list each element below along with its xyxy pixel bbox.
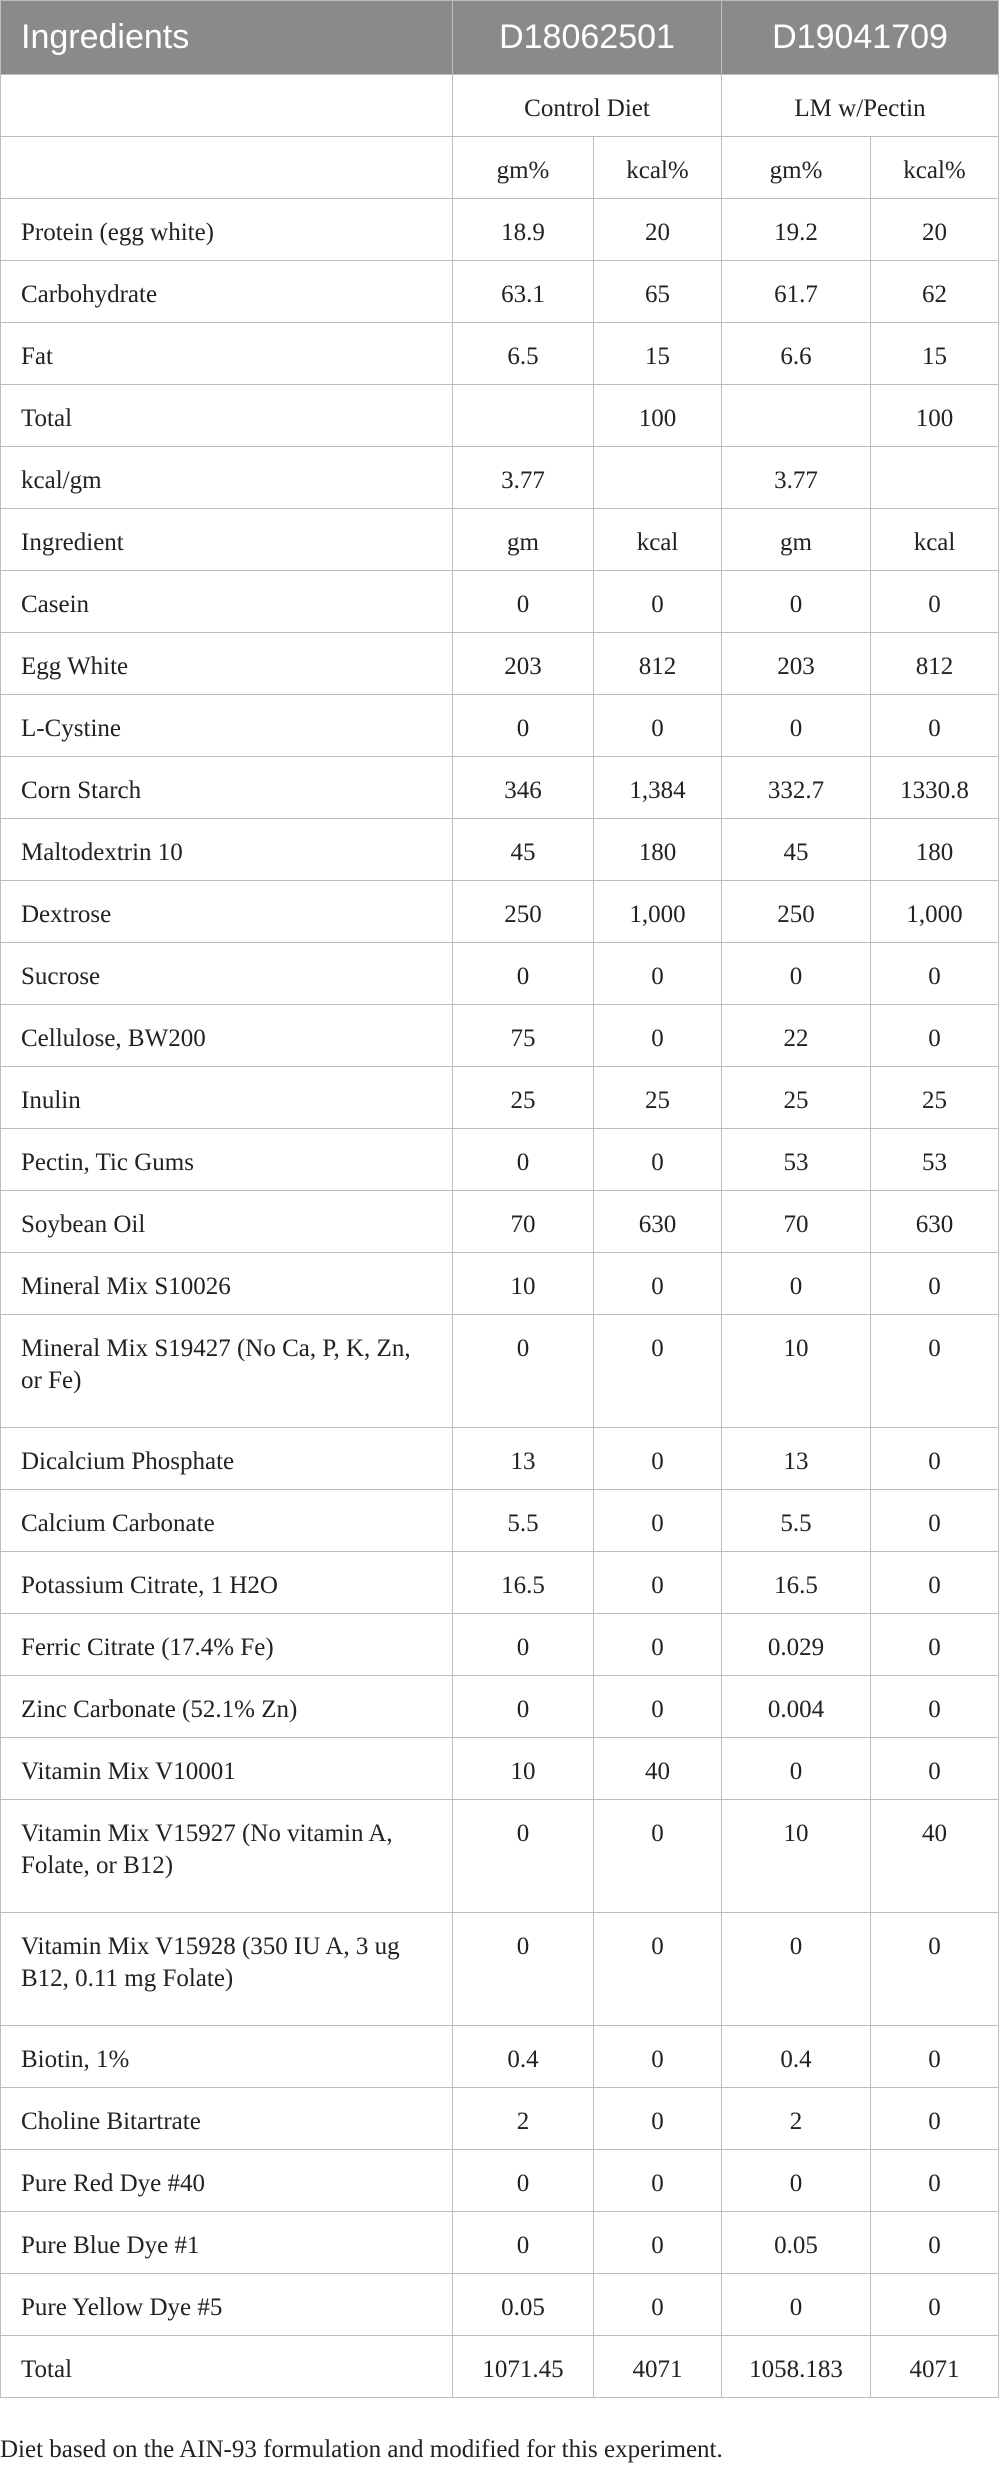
- row-label: Soybean Oil: [1, 1191, 453, 1253]
- table-row: [1, 1191, 999, 1253]
- value-cell: 2: [453, 2088, 594, 2150]
- value-cell: 0: [871, 571, 999, 633]
- value-cell: 0: [594, 571, 722, 633]
- value-cell: 75: [453, 1005, 594, 1067]
- table-row: [1, 323, 999, 385]
- value-cell: 0: [871, 2274, 999, 2336]
- table-row: [1, 1676, 999, 1738]
- value-cell: 0: [594, 2212, 722, 2274]
- table-row: [1, 1428, 999, 1490]
- row-label: Vitamin Mix V15927 (No vitamin A, Folate, or B12): [1, 1800, 453, 1913]
- value-cell: 250: [453, 881, 594, 943]
- value-cell: 0: [594, 1253, 722, 1315]
- table-row: [1, 509, 999, 571]
- value-cell: 19.2: [722, 199, 871, 261]
- value-cell: 203: [722, 633, 871, 695]
- value-cell: 0.029: [722, 1614, 871, 1676]
- unit-cell: gm%: [453, 137, 594, 199]
- row-label: Corn Starch: [1, 757, 453, 819]
- table-row: [1, 1552, 999, 1614]
- value-cell: 6.6: [722, 323, 871, 385]
- row-label: Mineral Mix S19427 (No Ca, P, K, Zn, or Fe): [1, 1315, 453, 1428]
- value-cell: 630: [871, 1191, 999, 1253]
- table-row: [1, 261, 999, 323]
- value-cell: 40: [594, 1738, 722, 1800]
- value-cell: 0: [453, 2150, 594, 2212]
- table-row: [1, 2026, 999, 2088]
- row-label: Casein: [1, 571, 453, 633]
- table-row: [1, 757, 999, 819]
- table-row: [1, 1913, 999, 2026]
- table-row: [1, 2274, 999, 2336]
- value-cell: 0: [594, 695, 722, 757]
- table-row: [1, 1738, 999, 1800]
- row-label: Pure Blue Dye #1: [1, 2212, 453, 2274]
- value-cell: [453, 385, 594, 447]
- row-label: Ingredient: [1, 509, 453, 571]
- value-cell: 5.5: [453, 1490, 594, 1552]
- table-row: [1, 1129, 999, 1191]
- unit-cell: gm%: [722, 137, 871, 199]
- units-row: [1, 137, 999, 199]
- value-cell: 0: [594, 1129, 722, 1191]
- value-cell: 0: [453, 1129, 594, 1191]
- table-row: [1, 1253, 999, 1315]
- row-label: Total: [1, 2336, 453, 2398]
- value-cell: 0: [871, 1738, 999, 1800]
- row-label: Ferric Citrate (17.4% Fe): [1, 1614, 453, 1676]
- value-cell: 0: [871, 2088, 999, 2150]
- diet-name-row: [1, 75, 999, 137]
- table-row: [1, 819, 999, 881]
- value-cell: 0.4: [453, 2026, 594, 2088]
- row-label: Calcium Carbonate: [1, 1490, 453, 1552]
- empty-cell: [1, 137, 453, 199]
- value-cell: 25: [594, 1067, 722, 1129]
- value-cell: 45: [722, 819, 871, 881]
- value-cell: 13: [453, 1428, 594, 1490]
- value-cell: 13: [722, 1428, 871, 1490]
- row-label: Zinc Carbonate (52.1% Zn): [1, 1676, 453, 1738]
- value-cell: 1058.183: [722, 2336, 871, 2398]
- value-cell: 0: [453, 1800, 594, 1913]
- table-row: [1, 695, 999, 757]
- value-cell: 100: [594, 385, 722, 447]
- table-row: [1, 2088, 999, 2150]
- row-label: Choline Bitartrate: [1, 2088, 453, 2150]
- value-cell: 20: [871, 199, 999, 261]
- value-cell: 630: [594, 1191, 722, 1253]
- value-cell: 0: [594, 1315, 722, 1428]
- value-cell: 6.5: [453, 323, 594, 385]
- row-label: Cellulose, BW200: [1, 1005, 453, 1067]
- value-cell: 0: [453, 695, 594, 757]
- value-cell: 40: [871, 1800, 999, 1913]
- header-diet-2: D19041709: [722, 1, 999, 75]
- value-cell: 0: [871, 1315, 999, 1428]
- row-label: Sucrose: [1, 943, 453, 1005]
- value-cell: 0: [871, 2212, 999, 2274]
- value-cell: 25: [722, 1067, 871, 1129]
- value-cell: 203: [453, 633, 594, 695]
- value-cell: 0: [594, 2274, 722, 2336]
- value-cell: 0: [594, 1428, 722, 1490]
- value-cell: 25: [453, 1067, 594, 1129]
- value-cell: 65: [594, 261, 722, 323]
- value-cell: 0: [594, 2150, 722, 2212]
- value-cell: 10: [722, 1315, 871, 1428]
- value-cell: 0: [722, 943, 871, 1005]
- unit-cell: kcal%: [594, 137, 722, 199]
- value-cell: 0: [871, 1005, 999, 1067]
- value-cell: 0: [871, 2026, 999, 2088]
- value-cell: 18.9: [453, 199, 594, 261]
- value-cell: 180: [871, 819, 999, 881]
- value-cell: 0: [594, 1676, 722, 1738]
- value-cell: gm: [722, 509, 871, 571]
- value-cell: 45: [453, 819, 594, 881]
- value-cell: 0: [722, 695, 871, 757]
- table-row: [1, 1067, 999, 1129]
- value-cell: 812: [594, 633, 722, 695]
- row-label: kcal/gm: [1, 447, 453, 509]
- value-cell: 1,000: [594, 881, 722, 943]
- table-row: [1, 633, 999, 695]
- value-cell: 180: [594, 819, 722, 881]
- row-label: Pure Yellow Dye #5: [1, 2274, 453, 2336]
- value-cell: 61.7: [722, 261, 871, 323]
- value-cell: 1,384: [594, 757, 722, 819]
- value-cell: [594, 447, 722, 509]
- value-cell: 70: [722, 1191, 871, 1253]
- value-cell: 0: [722, 1913, 871, 2026]
- row-label: Potassium Citrate, 1 H2O: [1, 1552, 453, 1614]
- value-cell: 0.05: [722, 2212, 871, 2274]
- value-cell: 53: [871, 1129, 999, 1191]
- value-cell: 20: [594, 199, 722, 261]
- value-cell: [871, 447, 999, 509]
- row-label: L-Cystine: [1, 695, 453, 757]
- value-cell: 0: [722, 1738, 871, 1800]
- table-row: [1, 1800, 999, 1913]
- value-cell: 346: [453, 757, 594, 819]
- row-label: Protein (egg white): [1, 199, 453, 261]
- table-row: [1, 2212, 999, 2274]
- row-label: Dicalcium Phosphate: [1, 1428, 453, 1490]
- value-cell: 3.77: [453, 447, 594, 509]
- value-cell: 4071: [871, 2336, 999, 2398]
- row-label: Vitamin Mix V15928 (350 IU A, 3 ug B12, 0.11 mg Folate): [1, 1913, 453, 2026]
- table-row: [1, 1315, 999, 1428]
- value-cell: 0.004: [722, 1676, 871, 1738]
- value-cell: 15: [871, 323, 999, 385]
- value-cell: 0: [453, 943, 594, 1005]
- value-cell: 0: [594, 1800, 722, 1913]
- value-cell: 3.77: [722, 447, 871, 509]
- value-cell: 0: [594, 2088, 722, 2150]
- value-cell: 0: [871, 1913, 999, 2026]
- value-cell: 10: [453, 1738, 594, 1800]
- table-row: [1, 385, 999, 447]
- value-cell: 0: [871, 1253, 999, 1315]
- table-row: [1, 2150, 999, 2212]
- value-cell: 332.7: [722, 757, 871, 819]
- diet-name-control: Control Diet: [453, 75, 722, 137]
- value-cell: 250: [722, 881, 871, 943]
- value-cell: 0: [453, 571, 594, 633]
- row-label: Pure Red Dye #40: [1, 2150, 453, 2212]
- value-cell: 0: [871, 943, 999, 1005]
- row-label: Egg White: [1, 633, 453, 695]
- value-cell: 0: [722, 2274, 871, 2336]
- value-cell: 0: [594, 2026, 722, 2088]
- row-label: Mineral Mix S10026: [1, 1253, 453, 1315]
- value-cell: 4071: [594, 2336, 722, 2398]
- value-cell: 62: [871, 261, 999, 323]
- header-diet-1: D18062501: [453, 1, 722, 75]
- value-cell: kcal: [871, 509, 999, 571]
- row-label: Total: [1, 385, 453, 447]
- value-cell: 0: [871, 695, 999, 757]
- value-cell: 0: [453, 1913, 594, 2026]
- value-cell: 63.1: [453, 261, 594, 323]
- value-cell: 16.5: [453, 1552, 594, 1614]
- value-cell: 812: [871, 633, 999, 695]
- value-cell: 22: [722, 1005, 871, 1067]
- row-label: Fat: [1, 323, 453, 385]
- value-cell: 10: [453, 1253, 594, 1315]
- empty-cell: [1, 75, 453, 137]
- value-cell: 15: [594, 323, 722, 385]
- value-cell: 0: [871, 1428, 999, 1490]
- header-row: [1, 1, 999, 75]
- unit-cell: kcal%: [871, 137, 999, 199]
- table-row: [1, 1005, 999, 1067]
- table-row: [1, 943, 999, 1005]
- value-cell: [722, 385, 871, 447]
- value-cell: gm: [453, 509, 594, 571]
- value-cell: 0: [453, 1676, 594, 1738]
- diet-name-pectin: LM w/Pectin: [722, 75, 999, 137]
- value-cell: 10: [722, 1800, 871, 1913]
- value-cell: 0: [722, 1253, 871, 1315]
- footnote: Diet based on the AIN-93 formulation and modified for this experiment.: [0, 2436, 723, 2463]
- row-label: Inulin: [1, 1067, 453, 1129]
- table-row: [1, 2336, 999, 2398]
- header-ingredients: Ingredients: [1, 1, 453, 75]
- table-row: [1, 881, 999, 943]
- row-label: Pectin, Tic Gums: [1, 1129, 453, 1191]
- value-cell: 0.4: [722, 2026, 871, 2088]
- value-cell: 0: [871, 1676, 999, 1738]
- value-cell: 16.5: [722, 1552, 871, 1614]
- value-cell: 0: [722, 571, 871, 633]
- value-cell: 0: [594, 1552, 722, 1614]
- value-cell: 0: [453, 1315, 594, 1428]
- value-cell: 53: [722, 1129, 871, 1191]
- row-label: Biotin, 1%: [1, 2026, 453, 2088]
- table-row: [1, 571, 999, 633]
- value-cell: 0: [871, 1614, 999, 1676]
- value-cell: 0: [594, 1614, 722, 1676]
- row-label: Dextrose: [1, 881, 453, 943]
- table-row: [1, 447, 999, 509]
- table-row: [1, 1614, 999, 1676]
- row-label: Maltodextrin 10: [1, 819, 453, 881]
- value-cell: 0: [871, 2150, 999, 2212]
- value-cell: 0: [871, 1490, 999, 1552]
- value-cell: 0: [594, 943, 722, 1005]
- value-cell: 0: [453, 2212, 594, 2274]
- table-row: [1, 1490, 999, 1552]
- value-cell: 1330.8: [871, 757, 999, 819]
- value-cell: 1071.45: [453, 2336, 594, 2398]
- row-label: Carbohydrate: [1, 261, 453, 323]
- row-label: Vitamin Mix V10001: [1, 1738, 453, 1800]
- value-cell: 5.5: [722, 1490, 871, 1552]
- value-cell: 100: [871, 385, 999, 447]
- value-cell: 0.05: [453, 2274, 594, 2336]
- value-cell: 25: [871, 1067, 999, 1129]
- value-cell: 0: [594, 1490, 722, 1552]
- value-cell: 0: [453, 1614, 594, 1676]
- value-cell: kcal: [594, 509, 722, 571]
- value-cell: 0: [594, 1913, 722, 2026]
- value-cell: 0: [594, 1005, 722, 1067]
- value-cell: 0: [722, 2150, 871, 2212]
- table-row: [1, 199, 999, 261]
- value-cell: 70: [453, 1191, 594, 1253]
- value-cell: 0: [871, 1552, 999, 1614]
- value-cell: 2: [722, 2088, 871, 2150]
- value-cell: 1,000: [871, 881, 999, 943]
